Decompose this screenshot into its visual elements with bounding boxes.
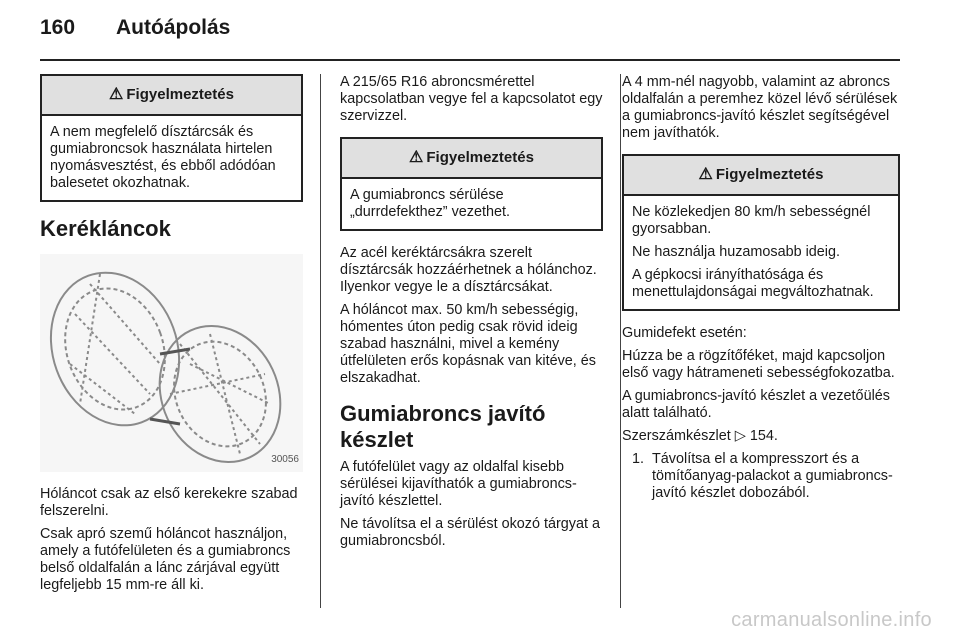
paragraph: Hóláncot csak az első kerekekre szabad felszerelni. — [40, 486, 298, 519]
watermark: carmanualsonline.info — [731, 609, 932, 631]
figure-number: 30056 — [271, 454, 299, 465]
warning-icon: ⚠ — [698, 166, 713, 183]
warning-box-header — [42, 76, 301, 116]
warning-text: A nem megfelelő dísztárcsák és gumiabroncsok használata hirtelen nyomásvesztést, és ebből adódóan balesetet okozhatnak. — [50, 124, 276, 191]
warning-title: Figyelmeztetés — [426, 149, 534, 166]
snow-chain-drawing — [40, 254, 303, 472]
warning-box-header — [342, 139, 601, 179]
paragraph: A 4 mm-nél nagyobb, valamint az abroncs oldalfalán a peremhez közel lévő sérülések a gumiabroncs-javító készlet segítségével nem javíthatók. — [622, 74, 898, 141]
column-divider — [320, 74, 321, 608]
paragraph: Gumidefekt esetén: — [622, 325, 747, 341]
header-rule — [40, 59, 900, 61]
paragraph: A 215/65 R16 abroncsmérettel kapcsolatban vegye fel a kapcsolatot egy szervizzel. — [340, 74, 603, 124]
warning-item: Ne közlekedjen 80 km/h sebességnél gyorsabban. — [632, 204, 871, 237]
paragraph: A hóláncot max. 50 km/h sebességig, hómentes úton pedig csak rövid ideig szabad használni, mivel a kemény útfelületen erős kopásnak van kitéve, és elszakadhat. — [340, 302, 596, 386]
warning-box — [340, 137, 603, 231]
column-3 — [622, 74, 900, 502]
reference-page[interactable]: 154. — [749, 428, 778, 444]
warning-box — [622, 154, 900, 311]
section-heading: Kerékláncok — [40, 216, 171, 241]
snow-chain-illustration — [40, 254, 303, 472]
step-text: Távolítsa el a kompresszort és a tömítőanyag-palackot a gumiabroncs-javító készlet dobozából. — [652, 451, 893, 501]
warning-icon: ⚠ — [109, 86, 124, 103]
paragraph: Ne távolítsa el a sérülést okozó tárgyat a gumiabroncsból. — [340, 516, 600, 549]
page-reference-arrow-icon: ▷ — [734, 428, 746, 444]
warning-body — [624, 196, 898, 309]
warning-icon: ⚠ — [409, 149, 424, 166]
section-heading: Gumiabroncs javító készlet — [340, 401, 546, 452]
paragraph: Az acél keréktárcsákra szerelt dísztárcsák hozzáérhetnek a hólánchoz. Ilyenkor vegye le a dísztárcsákat. — [340, 245, 597, 295]
paragraph: Csak apró szemű hóláncot használjon, amely a futófelületen és a gumiabroncs belső oldalfalán a lánc zárjával együtt legfeljebb 15 mm-re áll ki. — [40, 526, 291, 593]
page-title: Autóápolás — [116, 16, 231, 39]
step-number: 1. — [632, 451, 645, 467]
page-header — [40, 16, 230, 40]
warning-body — [42, 116, 301, 200]
paragraph: A gumiabroncs-javító készlet a vezetőülés alatt található. — [622, 388, 890, 421]
numbered-step — [632, 451, 900, 502]
warning-item: A gépkocsi irányíthatósága és menettulajdonságai megváltozhatnak. — [632, 267, 874, 300]
warning-body — [342, 179, 601, 229]
warning-text: A gumiabroncs sérülése „durrdefekthez” vezethet. — [350, 187, 510, 220]
warning-title: Figyelmeztetés — [126, 86, 234, 103]
warning-item: Ne használja huzamosabb ideig. — [632, 244, 840, 260]
column-1 — [40, 74, 303, 600]
warning-title: Figyelmeztetés — [715, 166, 824, 183]
reference-text: Szerszámkészlet — [622, 428, 731, 444]
cross-reference — [622, 428, 900, 445]
column-divider — [620, 74, 621, 608]
page-number: 160 — [40, 16, 76, 39]
paragraph: A futófelület vagy az oldalfal kisebb sérülései kijavíthatók a gumiabroncs-javító készlettel. — [340, 459, 577, 509]
paragraph: Húzza be a rögzítőféket, majd kapcsoljon első vagy hátrameneti sebességfokozatba. — [622, 348, 895, 381]
column-2 — [340, 74, 603, 556]
warning-box-header — [624, 156, 898, 196]
warning-box — [40, 74, 303, 202]
